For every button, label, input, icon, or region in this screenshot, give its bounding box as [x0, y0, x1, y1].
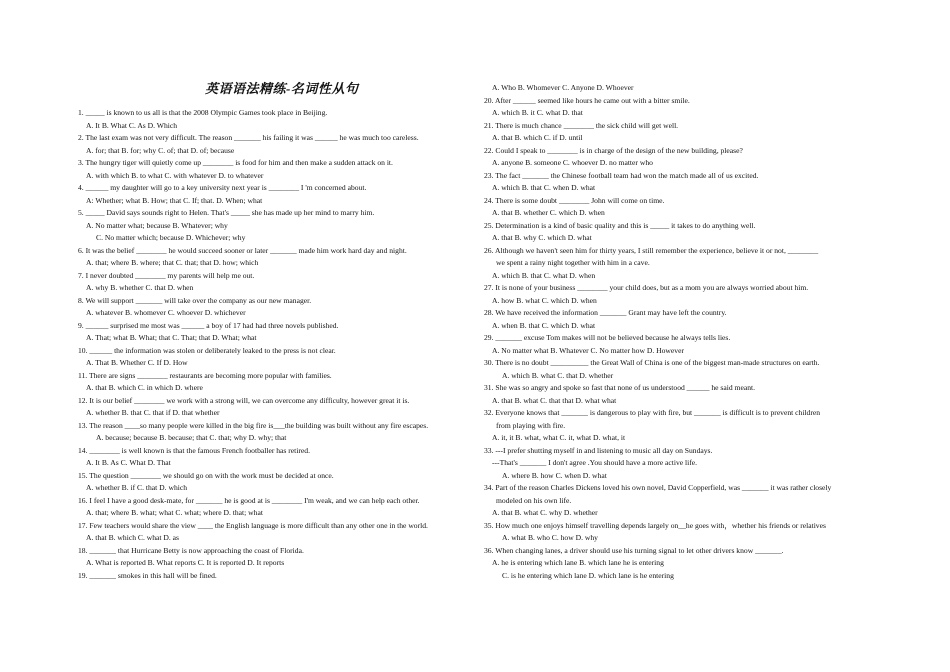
question-line: 7. I never doubted ________ my parents will help me out. [78, 270, 255, 280]
answer-options-line: modeled on his own life. [496, 495, 572, 505]
question-line: 15. The question ________ we should go on with the work must be decided at once. [78, 470, 334, 480]
question-line: 5. _____ David says sounds right to Helen. That's _____ she has made up her mind to marry him. [78, 208, 375, 217]
answer-options-line: we spent a rainy night together with him in a cave. [496, 258, 650, 267]
document-title: 英语语法精练-名词性从句 [205, 81, 359, 96]
question-line: 20. After ______ seemed like hours he came out with a bitter smile. [484, 95, 690, 105]
question-line: 28. We have received the information _______ Grant may have left the country. [484, 308, 727, 317]
answer-options-line: A. he is entering which lane B. which lane he is entering [492, 558, 664, 567]
question-line: 10. ______ the information was stolen or deliberately leaked to the press is not clear. [78, 345, 336, 355]
answer-options-line: A. that; where B. where; that C. that; that D. how; which [86, 258, 259, 267]
question-line: 32. Everyone knows that _______ is dangerous to play with fire, but _______ is difficult is to prevent children [484, 408, 821, 417]
question-line: 19. _______ smokes in this hall will be fined. [78, 570, 217, 580]
answer-options-line: A. What is reported B. What reports C. It is reported D. It reports [86, 558, 285, 567]
question-line: 3. The hungry tiger will quietly come up ________ is food for him and then make a sudden attack on it. [78, 158, 393, 167]
answer-options-line: ---That's _______ I don't agree .You should have a more active life. [492, 458, 698, 467]
question-line: 12. It is our belief ________ we work with a strong will, we can overcome any difficulty, however great it is. [78, 395, 410, 405]
answer-options-line: A. that; where B. what; what C. what; where D. that; what [86, 508, 263, 517]
question-line: 17. Few teachers would share the view ____ the English language is more difficult than any other one in the world. [78, 520, 428, 530]
answer-options-line: A. whether B. that C. that if D. that whether [86, 408, 220, 417]
question-line: 26. Although we haven't seen him for thirty years, I still remember the experience, believe it or not, ________ [484, 245, 819, 255]
answer-options-line: A. for; that B. for; why C. of; that D. of; because [86, 145, 235, 155]
question-line: 23. The fact _______ the Chinese football team had won the match made all of us excited. [484, 170, 759, 180]
answer-options-line: A. why B. whether C. that D. when [86, 283, 194, 292]
question-line: 16. I feel I have a good desk-mate, for _______ he is good at is ________ I'm weak, and we can help each other. [78, 495, 420, 505]
answer-options-line: A. that B. which C. in which D. where [86, 383, 203, 392]
answer-options-line: A. which B. it C. what D. that [492, 108, 583, 117]
question-line: 4. ______ my daughter will go to a key university next year is ________ I 'm concerned about. [78, 183, 367, 192]
question-line: 25. Determination is a kind of basic quality and this is _____ it takes to do anything well. [484, 220, 756, 230]
answer-options-line: C. is he entering which lane D. which lane is he entering [502, 570, 674, 580]
question-line: 30. There is no doubt __________ the Great Wall of China is one of the biggest man-made structures on earth. [484, 358, 820, 367]
answer-options-line: A. which B. that C. what D. when [492, 270, 596, 280]
answer-options-line: A: Whether; what B. How; that C. If; that. D. When; what [86, 195, 263, 205]
answer-options-line: from playing with fire. [496, 420, 566, 430]
question-line: 2. The last exam was not very difficult. The reason _______ his failing it was ______ he was much too careless. [78, 133, 419, 142]
answer-options-line: A. No matter what; because B. Whatever; why [86, 220, 228, 230]
answer-options-line: A. whatever B. whomever C. whoever D. whichever [86, 308, 246, 317]
question-line: 22. Could I speak to ________ is in charge of the design of the new building, please? [484, 145, 743, 155]
answer-options-line: A. when B. that C. which D. what [492, 320, 596, 330]
question-line: 13. The reason ____so many people were killed in the big fire is___the building was built without any fire escapes. [78, 420, 429, 430]
answer-options-line: C. No matter which; because D. Whichever; why [96, 233, 246, 242]
answer-options-line: A. which B. that C. when D. what [492, 183, 596, 192]
answer-options-line: A. what B. who C. how D. why [502, 533, 598, 542]
answer-options-line: A. that B. whether C. which D. when [492, 208, 605, 217]
answer-options-line: A. which B. what C. that D. whether [502, 370, 614, 380]
answer-options-line: A. that B. which C. if D. until [492, 133, 583, 142]
question-line: 31. She was so angry and spoke so fast that none of us understood ______ he said meant. [484, 383, 756, 392]
question-line: 33. ---I prefer shutting myself in and listening to music all day on Sundays. [484, 445, 713, 455]
question-line: 27. It is none of your business ________ your child does, but as a mom you are always worried about him. [484, 283, 809, 292]
answer-options-line: A. whether B. if C. that D. which [86, 483, 188, 492]
answer-options-line: A. anyone B. someone C. whoever D. no matter who [492, 158, 653, 167]
question-line: 9. ______ surprised me most was ______ a boy of 17 had had three novels published. [78, 320, 339, 330]
question-line: 18. _______ that Hurricane Betty is now approaching the coast of Florida. [78, 545, 304, 555]
answer-options-line: A. with which B. to what C. with whatever D. to whatever [86, 170, 264, 180]
answer-options-line: A. It B. What C. As D. Which [86, 120, 178, 130]
answer-options-line: A. That B. Whether C. If D. How [86, 358, 188, 367]
question-line: 8. We will support _______ will take over the company as our new manager. [78, 295, 312, 305]
question-line: 6. It was the belief ________ he would succeed sooner or later _______ made him work hard day and night. [78, 245, 407, 255]
question-line: 36. When changing lanes, a driver should use his turning signal to let other drivers know _______. [484, 545, 784, 555]
question-line: 14. ________ is well known is that the famous French footballer has retired. [78, 445, 310, 455]
question-line: 35. How much one enjoys himself travelling depends largely on__he goes with，whether his friends or relatives [484, 520, 826, 530]
answer-options-line: A. where B. how C. when D. what [502, 470, 607, 480]
question-line: 1. _____ is known to us all is that the 2008 Olympic Games took place in Beijing. [78, 108, 328, 117]
question-line: 29. _______ excuse Tom makes will not be believed because he always tells lies. [484, 333, 731, 342]
answer-options-line: A. It B. As C. What D. That [86, 458, 171, 467]
answer-options-line: A. No matter what B. Whatever C. No matter how D. However [492, 345, 684, 355]
answer-options-line: A. Who B. Whomever C. Anyone D. Whoever [492, 83, 634, 92]
answer-options-line: A. that B. what C. that that D. what what [492, 395, 617, 405]
answer-options-line: A. that B. which C. what D. as [86, 533, 180, 542]
answer-options-line: A. that B. what C. why D. whether [492, 508, 598, 517]
answer-options-line: A. that B. why C. which D. what [492, 233, 592, 242]
answer-options-line: A. because; because B. because; that C. that; why D. why; that [96, 433, 287, 442]
question-line: 34. Part of the reason Charles Dickens loved his own novel, David Copperfield, was _______ it was rather closely [484, 483, 832, 492]
question-line: 11. There are signs ________ restaurants are becoming more popular with families. [78, 370, 332, 380]
question-line: 21. There is much chance ________ the sick child will get well. [484, 120, 679, 130]
answer-options-line: A. That; what B. What; that C. That; that D. What; what [86, 333, 257, 342]
question-line: 24. There is some doubt ________ John will come on time. [484, 195, 665, 205]
answer-options-line: A. it, it B. what, what C. it, what D. what, it [492, 433, 626, 442]
answer-options-line: A. how B. what C. which D. when [492, 295, 597, 305]
